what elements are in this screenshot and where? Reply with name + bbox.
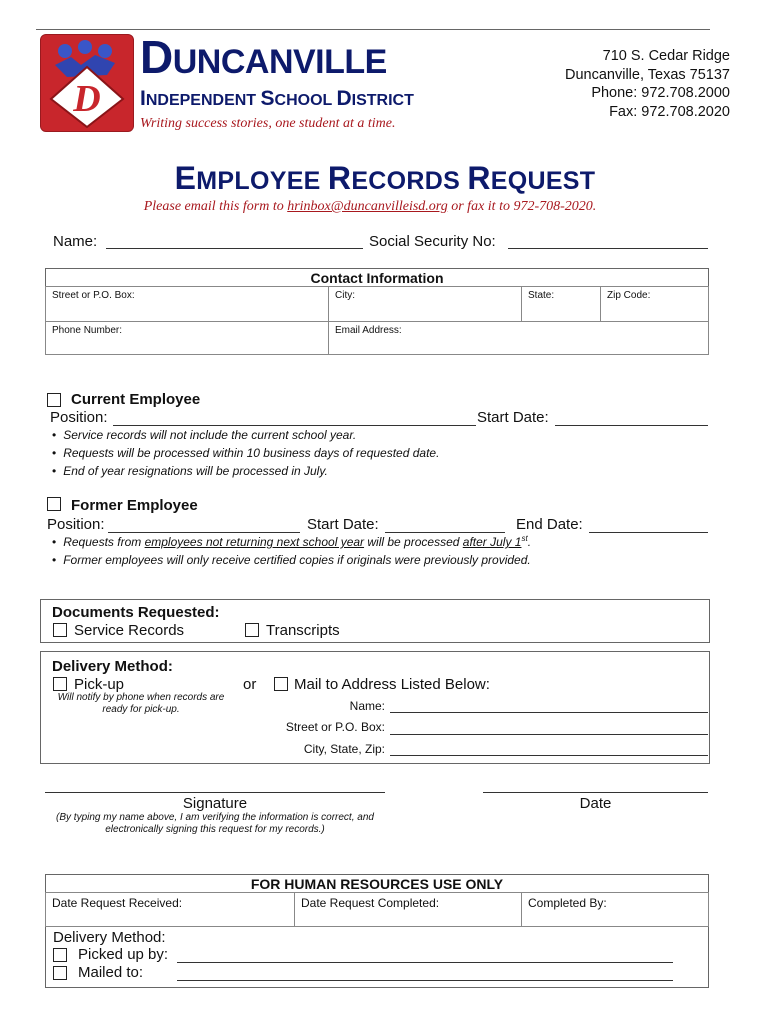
hr-heading: FOR HUMAN RESOURCES USE ONLY — [250, 876, 504, 892]
hr-completed-field[interactable] — [294, 892, 522, 927]
signature-note: (By typing my name above, I am verifying the information is correct, and electronically signing this request for my records.) — [56, 812, 374, 835]
hr-delivery-label: Delivery Method: — [53, 929, 166, 946]
signature-field[interactable] — [45, 792, 385, 793]
pickup-label: Pick-up — [74, 676, 125, 693]
former-position-label: Position: — [47, 516, 105, 533]
current-start-label: Start Date: — [477, 409, 549, 426]
mail-street-field[interactable] — [390, 734, 708, 735]
name-label: Name: — [53, 233, 98, 250]
phone: Phone: 972.708.2000 — [591, 85, 730, 101]
city-field[interactable] — [328, 286, 522, 322]
current-bullet-1: • Service records will not include the current school year. — [52, 428, 356, 442]
address-line2: Duncanville, Texas 75137 — [565, 66, 730, 83]
date-label: Date — [579, 795, 612, 812]
current-bullet-3: • End of year resignations will be processed in July. — [52, 464, 328, 478]
hr-received-label: Date Request Received: — [52, 896, 183, 910]
district-logo — [40, 34, 134, 132]
former-bullet-1: • Requests from employees not returning next school year will be processed after July 1st. — [52, 534, 531, 549]
current-start-field[interactable] — [555, 425, 708, 426]
mail-label: Mail to Address Listed Below: — [294, 676, 490, 693]
district-name: DUNCANVILLE — [140, 31, 387, 83]
mail-city-label: City, State, Zip: — [303, 742, 385, 756]
former-employee-checkbox[interactable] — [47, 497, 61, 511]
street-label: Street or P.O. Box: — [52, 290, 135, 301]
phone-field[interactable] — [45, 321, 329, 355]
hr-mailed-field[interactable] — [177, 980, 673, 981]
hr-picked-up-label: Picked up by: — [78, 946, 169, 963]
name-field[interactable] — [106, 248, 363, 249]
hr-email-link[interactable]: hrinbox@duncanvilleisd.org — [287, 199, 448, 214]
hr-picked-up-checkbox[interactable] — [53, 948, 67, 962]
mail-name-field[interactable] — [390, 712, 708, 713]
hr-completed-label: Date Request Completed: — [301, 896, 440, 910]
documents-heading: Documents Requested: — [52, 604, 220, 621]
tagline: Writing success stories, one student at a time. — [140, 116, 396, 131]
form-instructions: Please email this form to hrinbox@duncanvilleisd.org or fax it to 972-708-2020. — [143, 199, 597, 214]
phone-label: Phone Number: — [52, 325, 123, 336]
hr-mailed-checkbox[interactable] — [53, 966, 67, 980]
current-employee-checkbox[interactable] — [47, 393, 61, 407]
former-end-field[interactable] — [589, 532, 708, 533]
ssn-label: Social Security No: — [369, 233, 496, 250]
hr-mailed-label: Mailed to: — [78, 964, 144, 981]
zip-label: Zip Code: — [607, 290, 651, 301]
current-position-field[interactable] — [113, 425, 476, 426]
service-records-checkbox[interactable] — [53, 623, 67, 637]
pickup-checkbox[interactable] — [53, 677, 67, 691]
mail-city-field[interactable] — [390, 755, 708, 756]
state-field[interactable] — [521, 286, 601, 322]
contact-heading: Contact Information — [310, 270, 444, 286]
former-end-label: End Date: — [516, 516, 583, 533]
former-position-field[interactable] — [108, 532, 300, 533]
delivery-heading: Delivery Method: — [52, 658, 173, 675]
mail-checkbox[interactable] — [274, 677, 288, 691]
current-employee-heading: Current Employee — [71, 391, 201, 408]
date-field[interactable] — [483, 792, 708, 793]
svg-text:D: D — [73, 78, 101, 120]
form-title: EMPLOYEE RECORDS REQUEST — [174, 160, 596, 196]
former-bullet-2: • Former employees will only receive certified copies if originals were previously provided. — [52, 553, 531, 567]
pickup-note: Will notify by phone when records are ready for pick-up. — [57, 692, 225, 715]
hr-received-field[interactable] — [45, 892, 295, 927]
current-bullet-2: • Requests will be processed within 10 business days of requested date. — [52, 446, 439, 460]
address-line1: 710 S. Cedar Ridge — [602, 48, 730, 64]
city-label: City: — [335, 290, 355, 301]
state-label: State: — [528, 290, 555, 301]
hr-completed-by-field[interactable] — [521, 892, 709, 927]
email-label: Email Address: — [335, 325, 402, 336]
transcripts-label: Transcripts — [266, 622, 340, 639]
ssn-field[interactable] — [508, 248, 708, 249]
transcripts-checkbox[interactable] — [245, 623, 259, 637]
fax: Fax: 972.708.2020 — [609, 103, 730, 120]
street-field[interactable] — [45, 286, 329, 322]
email-field[interactable] — [328, 321, 709, 355]
former-start-field[interactable] — [385, 532, 505, 533]
service-records-label: Service Records — [74, 622, 185, 639]
district-subtitle: INDEPENDENT SCHOOL DISTRICT — [140, 87, 414, 110]
or-label: or — [243, 676, 257, 693]
mail-street-label: Street or P.O. Box: — [285, 720, 385, 734]
zip-field[interactable] — [600, 286, 709, 322]
district-address — [565, 47, 730, 121]
signature-label: Signature — [182, 795, 248, 812]
former-start-label: Start Date: — [307, 516, 379, 533]
current-position-label: Position: — [50, 409, 108, 426]
hr-picked-up-field[interactable] — [177, 962, 673, 963]
hr-completed-by-label: Completed By: — [528, 896, 607, 910]
former-employee-heading: Former Employee — [71, 497, 198, 514]
mail-name-label: Name: — [349, 699, 385, 713]
